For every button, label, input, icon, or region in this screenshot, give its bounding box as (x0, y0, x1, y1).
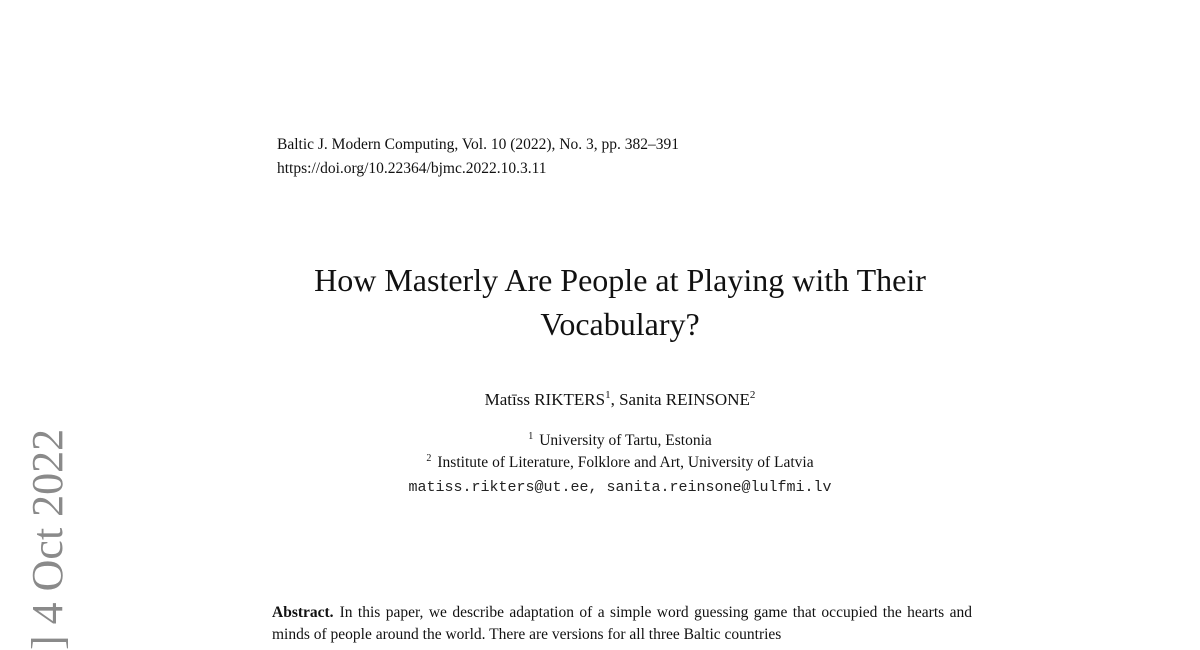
paper-title (220, 258, 1020, 346)
author-name: Sanita REINSONE (619, 390, 750, 409)
affiliation-text: Institute of Literature, Folklore and Art, University of Latvia (437, 454, 814, 471)
author-list (220, 388, 1020, 412)
author-affiliation-mark: 1 (605, 389, 611, 401)
affiliations (220, 430, 1020, 474)
affiliation-text: University of Tartu, Estonia (539, 432, 712, 449)
arxiv-stamp-text: ] 4 Oct 2022 (23, 428, 72, 650)
author-emails[interactable]: matiss.rikters@ut.ee, sanita.reinsone@lulfmi.lv (408, 479, 832, 496)
abstract-text: In this paper, we describe adaptation of a simple word guessing game that occupied the hearts and minds of people around the world. There are versions for all three Baltic countries (272, 604, 972, 643)
abstract-heading: Abstract. (272, 604, 334, 621)
affiliation-item (220, 452, 1020, 474)
abstract (272, 602, 972, 645)
journal-info (277, 133, 679, 181)
title-line-2: Vocabulary? (540, 306, 700, 342)
author-affiliation-mark: 2 (749, 389, 756, 401)
author-name: Matīss RIKTERS (484, 390, 606, 409)
affiliation-mark: 2 (426, 453, 432, 464)
author-separator: , (610, 390, 620, 409)
journal-citation: Baltic J. Modern Computing, Vol. 10 (2022), No. 3, pp. 382–391 (277, 136, 679, 153)
title-line-1: How Masterly Are People at Playing with Their (314, 262, 926, 298)
affiliation-mark: 1 (528, 431, 534, 442)
affiliation-item (220, 430, 1020, 452)
doi-link[interactable]: https://doi.org/10.22364/bjmc.2022.10.3.11 (277, 160, 547, 177)
